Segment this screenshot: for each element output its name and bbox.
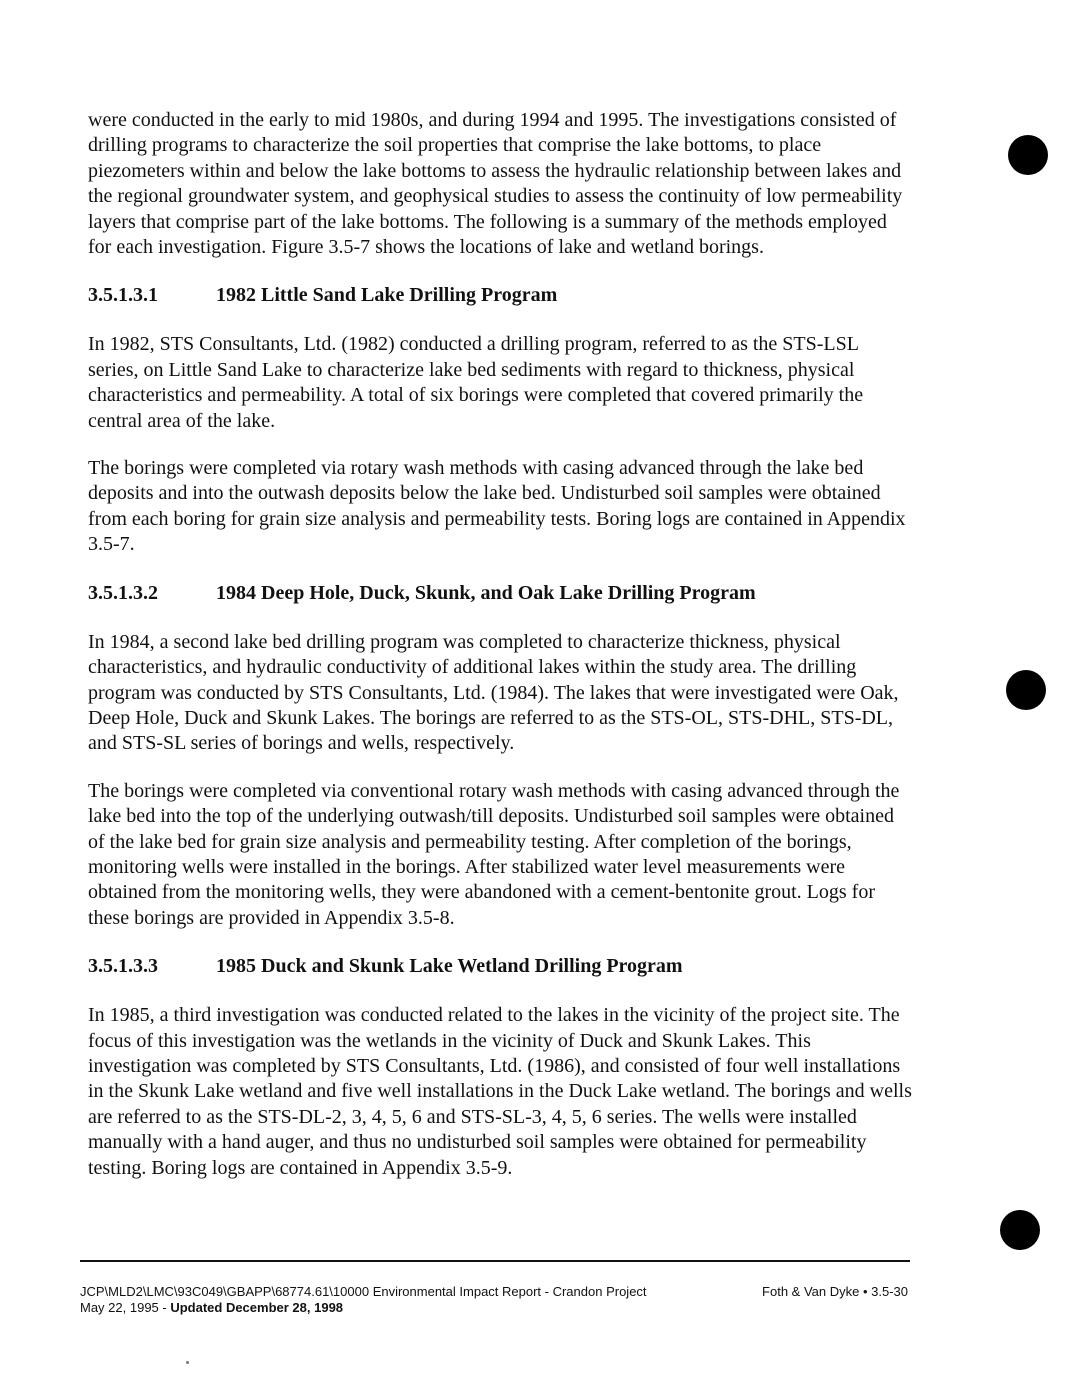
paragraph: In 1982, STS Consultants, Ltd. (1982) conducted a drilling program, referred to as the STS-LSL series, on Little Sand Lake to characterize lake bed sediments with regard to thickness, physical characteristics and permeability. A total of six borings were completed that covered primarily the central area of the lake. xyxy=(88,333,864,432)
section-title: 1985 Duck and Skunk Lake Wetland Drilling Program xyxy=(216,955,683,978)
document-body xyxy=(88,108,912,1203)
page-footer xyxy=(80,1284,910,1316)
punch-hole-top xyxy=(1008,135,1048,175)
footer-firm-page: Foth & Van Dyke • 3.5-30 xyxy=(762,1284,908,1299)
section-1985-duck-skunk-wetland xyxy=(88,953,912,1181)
section-title: 1982 Little Sand Lake Drilling Program xyxy=(216,284,558,307)
footer-row-1 xyxy=(80,1284,910,1300)
section-number: 3.5.1.3.3 xyxy=(88,955,158,978)
scan-speck xyxy=(186,1361,189,1364)
footer-dates xyxy=(80,1300,343,1316)
punch-hole-bottom xyxy=(1000,1210,1040,1250)
paragraph: In 1985, a third investigation was conducted related to the lakes in the vicinity of the project site. The focus of this investigation was the wetlands in the vicinity of Duck and Skunk Lakes. This investigation was completed by STS Consultants, Ltd. (1986), and consisted of four well installations in the Skunk Lake wetland and five well installations in the Duck Lake wetland. The borings and wells are referred to as the STS-DL-2, 3, 4, 5, 6 and STS-SL-3, 4, 5, 6 series. The wells were installed manually with a hand auger, and thus no undisturbed soil samples were obtained for permeability testing. Boring logs are contained in Appendix 3.5-9. xyxy=(88,1004,912,1179)
section-1984-deep-hole-duck-skunk-oak xyxy=(88,580,912,931)
footer-row-2 xyxy=(80,1300,910,1316)
section-1982-little-sand-lake xyxy=(88,282,912,557)
section-heading xyxy=(88,282,912,308)
paragraph: In 1984, a second lake bed drilling program was completed to characterize thickness, physical characteristics, and hydraulic conductivity of additional lakes within the study area. The drilling program was conducted by STS Consultants, Ltd. (1984). The lakes that were investigated were Oak, Deep Hole, Duck and Skunk Lakes. The borings are referred to as the STS-OL, STS-DHL, STS-DL, and STS-SL series of borings and wells, respectively. xyxy=(88,630,899,755)
paragraph: The borings were completed via rotary wash methods with casing advanced through the lake bed deposits and into the outwash deposits below the lake bed. Undisturbed soil samples were obtained from each boring for grain size analysis and permeability tests. Boring logs are contained in Appendix 3.5-7. xyxy=(88,457,906,556)
footer-divider xyxy=(80,1260,910,1262)
footer-path-and-report xyxy=(80,1284,647,1300)
section-heading xyxy=(88,580,912,606)
paragraph: The borings were completed via conventional rotary wash methods with casing advanced through the lake bed into the top of the underlying outwash/till deposits. Undisturbed soil samples were obtained of the lake bed for grain size analysis and permeability testing. After completion of the borings, monitoring wells were installed in the borings. After stabilized water level measurements were obtained from the monitoring wells, they were abandoned with a cement-bentonite grout. Logs for these borings are provided in Appendix 3.5-8. xyxy=(88,779,900,929)
section-title: 1984 Deep Hole, Duck, Skunk, and Oak Lake Drilling Program xyxy=(216,581,756,604)
section-number: 3.5.1.3.2 xyxy=(88,581,158,604)
intro-paragraph: were conducted in the early to mid 1980s, and during 1994 and 1995. The investigations consisted of drilling programs to characterize the soil properties that comprise the lake bottoms, to place piezometers within and below the lake bottoms to assess the hydraulic relationship between lakes and the regional groundwater system, and geophysical studies to assess the continuity of low permeability layers that comprise part of the lake bottoms. The following is a summary of the methods employed for each investigation. Figure 3.5-7 shows the locations of lake and wetland borings. xyxy=(88,109,903,259)
footer-file-path: JCP\MLD2\LMC\93C049\GBAPP\68774.61\10000 xyxy=(80,1284,370,1299)
footer-report-title: Environmental Impact Report - Crandon Project xyxy=(372,1284,647,1299)
punch-hole-middle xyxy=(1006,670,1046,710)
footer-date: May 22, 1995 - xyxy=(80,1300,171,1315)
section-heading xyxy=(88,953,912,979)
footer-updated: Updated December 28, 1998 xyxy=(170,1300,344,1315)
section-number: 3.5.1.3.1 xyxy=(88,284,158,307)
